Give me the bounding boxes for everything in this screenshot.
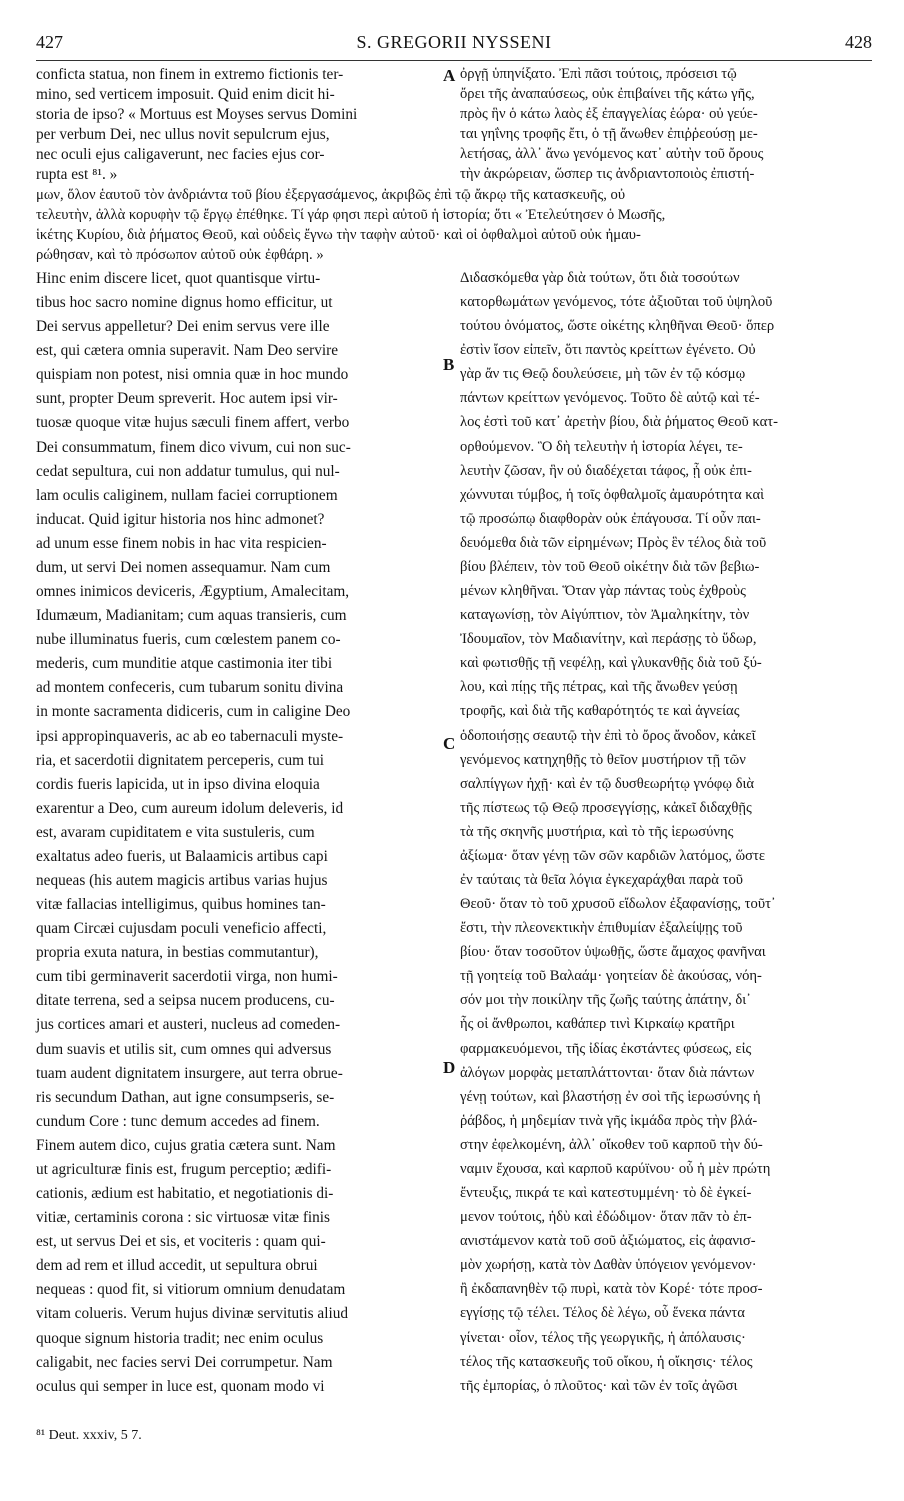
- text-line: ἔντευξις, πικρά τε καὶ κατεστυμμένη· τὸ δὲ ἐγκεί-: [460, 1185, 752, 1202]
- text-line: lam oculis caliginem, nullam faciei corruptionem: [36, 486, 338, 504]
- text-line: nube illuminatus fueris, cum cœlestem panem co-: [36, 631, 341, 649]
- greek-column-main: [460, 270, 872, 1402]
- text-line: nequeas (his autem magicis artibus varias hujus: [36, 872, 328, 889]
- text-line: γίνεται· οἷον, τέλος τῆς γεωργικῆς, ἡ ἀπόλαυσις·: [460, 1329, 746, 1346]
- text-line: mederis, cum munditie atque castimonia iter tibi: [36, 655, 333, 673]
- text-line: ὀργῇ ὑπηνίξατο. Ἐπὶ πᾶσι τούτοις, πρόσεισι τῷ: [460, 66, 737, 82]
- text-line: Finem autem dico, cujus gratia cætera sunt. Nam: [36, 1136, 336, 1154]
- text-line: caligabit, nec facies servi Dei corrumpetur. Nam: [36, 1353, 333, 1371]
- text-line: vitiæ, certaminis corona : sic virtuosæ vitæ finis: [36, 1209, 331, 1227]
- text-line: sunt, propter Deum spreverit. Hoc autem ipsi vir-: [36, 390, 338, 408]
- right-page-number: 428: [845, 32, 872, 52]
- text-line: ἐστὶν ἴσον εἰπεῖν, ὅτι παντὸς κρείττων ἐγένετο. Οὐ: [460, 342, 756, 359]
- margin-marker-d: D: [443, 1058, 456, 1077]
- text-line: γενόμενος κατηχηθῇς τὸ θεῖον μυστήριον τῇ τῶν: [460, 751, 746, 768]
- greek-full-width-paragraph: [36, 187, 872, 267]
- text-line: τὰ τῆς σκηνῆς μυστήρια, καὶ τὸ τῆς ἱερωσύνης: [460, 823, 734, 840]
- text-line: exarentur a Deo, cum aureum idolum deleveris, id: [36, 799, 344, 817]
- text-line: est, ut servus Dei et sis, et vociteris : quam qui-: [36, 1233, 326, 1251]
- margin-marker-b: B: [443, 355, 455, 374]
- text-line: tuosæ quoque vitæ hujus sæculi finem affert, verbo: [36, 414, 350, 432]
- text-line: ορθούμενον. Ὃ δὴ τελευτὴν ἡ ἱστορία λέγει, τε-: [460, 438, 743, 455]
- text-line: tibus hoc sacro nomine dignus homo efficitur, ut: [36, 294, 333, 312]
- text-line: Dei consummatum, finem dico vivum, cui non suc-: [36, 438, 351, 456]
- text-line: cationis, ædium est habitatio, et negotiationis di-: [36, 1185, 334, 1203]
- text-line: storia de ipso? « Mortuus est Moyses servus Domini: [36, 106, 358, 123]
- text-line: σαλπίγγων ἠχῇ· καὶ ἐν τῷ δυσθεωρήτῳ γνόφῳ διὰ: [460, 775, 755, 792]
- text-line: ἱκέτης Κυρίου, διὰ ῥήματος Θεοῦ, καὶ οὐδεὶς ἔγνω τὴν ταφὴν αὐτοῦ· καὶ οἱ ὀφθαλμοὶ αὐτοῦ οὐκ ἠμαυ-: [36, 227, 641, 243]
- text-line: ris secundum Dathan, aut igne consumpseris, se-: [36, 1088, 335, 1106]
- text-line: καὶ φωτισθῇς τῇ νεφέλῃ, καὶ γλυκανθῇς διὰ τοῦ ξύ-: [460, 655, 762, 672]
- text-line: Θεοῦ· ὅταν τὸ τοῦ χρυσοῦ εἴδωλον ἐξαφανίσῃς, τοῦτ᾽: [460, 896, 776, 913]
- text-line: dem ad rem et illud accedit, ut sepultura obrui: [36, 1257, 318, 1275]
- text-line: tuam audent dignitatem insurgere, aut terra obrue-: [36, 1064, 343, 1082]
- text-line: in monte sacramenta didiceris, cum in caligine Deo: [36, 703, 351, 721]
- text-line: oculus qui semper in luce est, quonam modo vi: [36, 1377, 325, 1395]
- text-line: cundum Core : tunc demum accedes ad finem.: [36, 1112, 320, 1130]
- text-line: ἧς οἱ ἄνθρωποι, καθάπερ τινὶ Κιρκαίῳ κρατῆρι: [460, 1016, 735, 1033]
- margin-marker-a: A: [443, 66, 456, 85]
- text-line: κατορθωμάτων γενόμενος, τότε ἀξιοῦται τοῦ ὑψηλοῦ: [460, 294, 773, 311]
- margin-marker-c: C: [443, 734, 456, 753]
- text-line: ria, et sacerdotii dignitatem perceperis, cum tui: [36, 751, 324, 769]
- text-line: nequeas : quod fit, si vitiorum omnium denudatam: [36, 1281, 346, 1299]
- text-line: mino, sed verticem imposuit. Quid enim dicit hi-: [36, 86, 335, 103]
- text-line: ρώθησαν, καὶ τὸ πρόσωπον αὐτοῦ οὐκ ἐφθάρη. »: [36, 247, 324, 263]
- text-line: ἢ ἐκδαπανηθὲν τῷ πυρὶ, κατὰ τὸν Κορέ· τότε προσ-: [460, 1281, 763, 1298]
- text-line: γὰρ ἄν τις Θεῷ δουλεύσειε, μὴ τῶν ἐν τῷ κόσμῳ: [460, 366, 746, 383]
- text-line: Ἰδουμαῖον, τὸν Μαδιανίτην, καὶ περάσῃς τὸ ὕδωρ,: [460, 631, 757, 648]
- greek-column-top: [460, 66, 872, 186]
- text-line: ad unum esse finem nobis in hac vita respicien-: [36, 534, 327, 552]
- text-line: inducat. Quid igitur historia nos hinc admonet?: [36, 510, 325, 528]
- text-line: ναμιν ἔχουσα, καὶ καρποῦ καρύϊνου· οὗ ἡ μὲν πρώτη: [460, 1160, 771, 1177]
- footnote: ⁸¹ Deut. xxxiv, 5 7.: [36, 1428, 142, 1443]
- text-line: ται γηΐνης τροφῆς ἔτι, ὁ τῇ ἄνωθεν ἐπιῤῥεούσῃ με-: [460, 126, 758, 142]
- text-line: ἀλόγων μορφὰς μεταπλάττονται· ὅταν διὰ πάντων: [460, 1064, 755, 1081]
- text-line: γένῃ τούτων, καὶ βλαστήσῃ ἐν σοὶ τῆς ἱερωσύνης ἡ: [460, 1088, 761, 1105]
- text-line: Hinc enim discere licet, quot quantisque virtu-: [36, 270, 321, 287]
- text-line: καταγωνίσῃ, τὸν Αἰγύπτιον, τὸν Ἀμαληκίτην, τὸν: [460, 607, 750, 624]
- text-line: τὴν ἀκρώρειαν, ὥσπερ τις ἀνδριαντοποιὸς ἐπιστή-: [460, 166, 755, 182]
- text-line: τροφῆς, καὶ διὰ τῆς καθαρότητός τε καὶ ἁγνείας: [460, 703, 740, 720]
- text-line: est, avaram cupiditatem e vita sustuleris, cum: [36, 823, 315, 841]
- text-line: ἔστι, τὴν πλεονεκτικὴν ἐπιθυμίαν ἐξαλείψῃς τοῦ: [460, 920, 743, 937]
- text-line: Dei servus appelletur? Dei enim servus vere ille: [36, 318, 330, 336]
- text-line: τῇ γοητείᾳ τοῦ Βαλαάμ· γοητείαν δὲ ἀκούσας, νόη-: [460, 968, 762, 985]
- text-line: λου, καὶ πίῃς τῆς πέτρας, καὶ τῆς ἄνωθεν γεύσῃ: [460, 679, 738, 696]
- text-line: δευόμεθα διὰ τῶν εἰρημένων; Πρὸς ἓν τέλος διὰ τοῦ: [460, 534, 767, 551]
- text-line: cedat sepultura, cui non addatur tumulus, qui nul-: [36, 462, 340, 480]
- text-line: λευτὴν ζῶσαν, ἣν οὐ διαδέχεται τάφος, ᾗ οὐκ ἐπι-: [460, 462, 752, 479]
- text-line: nec oculi ejus caligaverunt, nec facies ejus cor-: [36, 146, 325, 163]
- text-line: λος ἐστὶ τοῦ κατ᾽ ἀρετὴν βίου, διὰ ῥήματος Θεοῦ κατ-: [460, 414, 778, 431]
- text-line: vitam colueris. Verum hujus divinæ servitutis aliud: [36, 1305, 349, 1323]
- text-line: jus cortices amari et austeri, nucleus ad comeden-: [36, 1016, 341, 1034]
- latin-column-top: [36, 66, 440, 186]
- text-line: ut agriculturæ finis est, frugum perceptio; ædifi-: [36, 1160, 332, 1178]
- text-line: μὸν χωρήσῃ, κατὰ τὸν Δαθὰν ὑπόγειον γενόμενον·: [460, 1257, 757, 1274]
- text-line: τέλος τῆς κατασκευῆς τοῦ οἴκου, ἡ οἴκησις· τέλος: [460, 1353, 753, 1370]
- text-line: βίου βλέπειν, τὸν τοῦ Θεοῦ οἰκέτην διὰ τῶν βεβιω-: [460, 558, 760, 575]
- text-line: per verbum Dei, nec ullus novit sepulcrum ejus,: [36, 126, 330, 143]
- text-line: πάντων κρείττων γενόμενος. Τοῦτο δὲ αὐτῷ καὶ τέ-: [460, 390, 760, 407]
- text-line: ad montem confeceris, cum tubarum sonitu divina: [36, 679, 344, 697]
- text-line: vitæ fallacias intelligimus, quibus homines tan-: [36, 896, 326, 914]
- text-line: omnes inimicos deviceris, Ægyptium, Amalecitam,: [36, 583, 350, 601]
- text-line: ὁδοποιήσῃς σεαυτῷ τὴν ἐπὶ τὸ ὄρος ἄνοδον, κἀκεῖ: [460, 727, 756, 744]
- text-line: rupta est ⁸¹. »: [36, 166, 118, 183]
- text-line: εγγίσῃς τῷ τέλει. Τέλος δὲ λέγω, οὗ ἕνεκα πάντα: [460, 1305, 745, 1322]
- text-line: σόν μοι τὴν ποικίλην τῆς ζωῆς ταύτης ἀπάτην, δι᾽: [460, 992, 752, 1009]
- text-line: μένων κληθῆναι. Ὅταν γὰρ πάντας τοὺς ἐχθροὺς: [460, 583, 746, 600]
- header-rule: [36, 60, 872, 61]
- text-line: ipsi appropinquaveris, ac ab eo tabernaculi myste-: [36, 727, 344, 745]
- text-line: τούτου ὀνόματος, ὥστε οἰκέτης κληθῆναι Θεοῦ· ὅπερ: [460, 318, 775, 335]
- text-line: Διδασκόμεθα γὰρ διὰ τούτων, ὅτι διὰ τοσούτων: [460, 270, 740, 286]
- text-line: λετήσας, ἀλλ᾽ ἄνω γενόμενος κατ᾽ αὐτὴν τοῦ ὄρους: [460, 146, 764, 162]
- text-line: ἐν ταύταις τὰ θεῖα λόγια ἐγκεχαράχθαι παρὰ τοῦ: [460, 872, 743, 888]
- text-line: ὄρει τῆς ἀναπαύσεως, οὐκ ἐπιβαίνει τῆς κάτω γῆς,: [460, 86, 755, 102]
- text-line: exaltatus adeo fueris, ut Balaamicis artibus capi: [36, 847, 328, 865]
- text-line: quispiam non potest, nisi omnia quæ in hoc mundo: [36, 366, 349, 384]
- text-line: φαρμακευόμενοι, τῆς ἰδίας ἐκστάντες φύσεως, εἰς: [460, 1040, 752, 1057]
- running-title: S. GREGORII NYSSENI: [356, 32, 552, 52]
- text-line: conficta statua, non finem in extremo fictionis ter-: [36, 66, 344, 83]
- text-line: ῥάβδος, ἡ μηδεμίαν τινὰ γῆς ἰκμάδα πρὸς τὴν βλά-: [460, 1112, 758, 1129]
- text-line: dum, ut servi Dei nomen assequamur. Nam cum: [36, 558, 331, 576]
- text-line: στην ἐφελκομένη, ἀλλ᾽ οἴκοθεν τοῦ καρποῦ τὴν δύ-: [460, 1136, 763, 1153]
- text-line: ἀξίωμα· ὅταν γένῃ τῶν σῶν καρδιῶν λατόμος, ὥστε: [460, 847, 765, 864]
- text-line: cum tibi germinaverit sacerdotii virga, non humi-: [36, 968, 338, 986]
- text-line: τῷ προσώπῳ διαφθορὰν οὐκ ἐπάγουσα. Τί οὖν παι-: [460, 510, 761, 527]
- text-line: πρὸς ἣν ὁ κάτω λαὸς ἐξ ἐπαγγελίας ἑώρα· οὐ γεύε-: [460, 106, 758, 122]
- text-line: ditate terrena, sed a seipsa nucem producens, cu-: [36, 992, 335, 1010]
- text-line: quoque signum historia tradit; nec enim oculus: [36, 1329, 324, 1347]
- text-line: Idumæum, Madianitam; cum aquas transieris, cum: [36, 607, 347, 625]
- text-line: dum suavis et utilis sit, cum omnes qui adversus: [36, 1040, 332, 1058]
- text-line: βίου· ὅταν τοσοῦτον ὑψωθῇς, ὥστε ἄμαχος φανῆναι: [460, 944, 766, 961]
- text-line: est, qui cætera omnia superavit. Nam Deo servire: [36, 342, 339, 360]
- text-line: cordis fueris lapicida, ut in ipso divina eloquia: [36, 775, 320, 793]
- text-line: quam Circæi cujusdam poculi veneficio affecti,: [36, 920, 327, 938]
- text-line: ανιστάμενον κατὰ τοῦ σοῦ ἀξιώματος, εἰς ἀφανισ-: [460, 1233, 756, 1250]
- text-line: τελευτὴν, ἀλλὰ κορυφὴν τῷ ἔργῳ ἐπέθηκε. Τί γάρ φησι περὶ αὐτοῦ ἡ ἱστορία; ὅτι « Ἐτελεύτησεν ὁ Μωσῆς,: [36, 207, 666, 223]
- text-line: propria exuta natura, in bestias commutantur),: [36, 944, 319, 962]
- text-line: μων, ὅλον ἑαυτοῦ τὸν ἀνδριάντα τοῦ βίου ἐξεργασάμενος, ἀκριβῶς ἐπὶ τῷ ἄκρῳ τῆς κατασκευῆς, οὐ: [36, 187, 626, 203]
- left-page-number: 427: [36, 32, 63, 52]
- text-line: μενον τούτοις, ἡδὺ καὶ ἐδώδιμον· ὅταν πᾶν τὸ ἐπ-: [460, 1209, 752, 1226]
- latin-column-main: [36, 270, 440, 1402]
- text-line: χώννυται τύμβος, ἡ τοῖς ὀφθαλμοῖς ἀμαυρότητα καὶ: [460, 486, 765, 503]
- running-header: [36, 32, 872, 58]
- text-line: τῆς πίστεως τῷ Θεῷ προσεγγίσῃς, κἀκεῖ διδαχθῇς: [460, 799, 752, 816]
- text-line: τῆς ἐμπορίας, ὁ πλοῦτος· καὶ τῶν ἐν τοῖς ἀγῶσι: [460, 1377, 738, 1394]
